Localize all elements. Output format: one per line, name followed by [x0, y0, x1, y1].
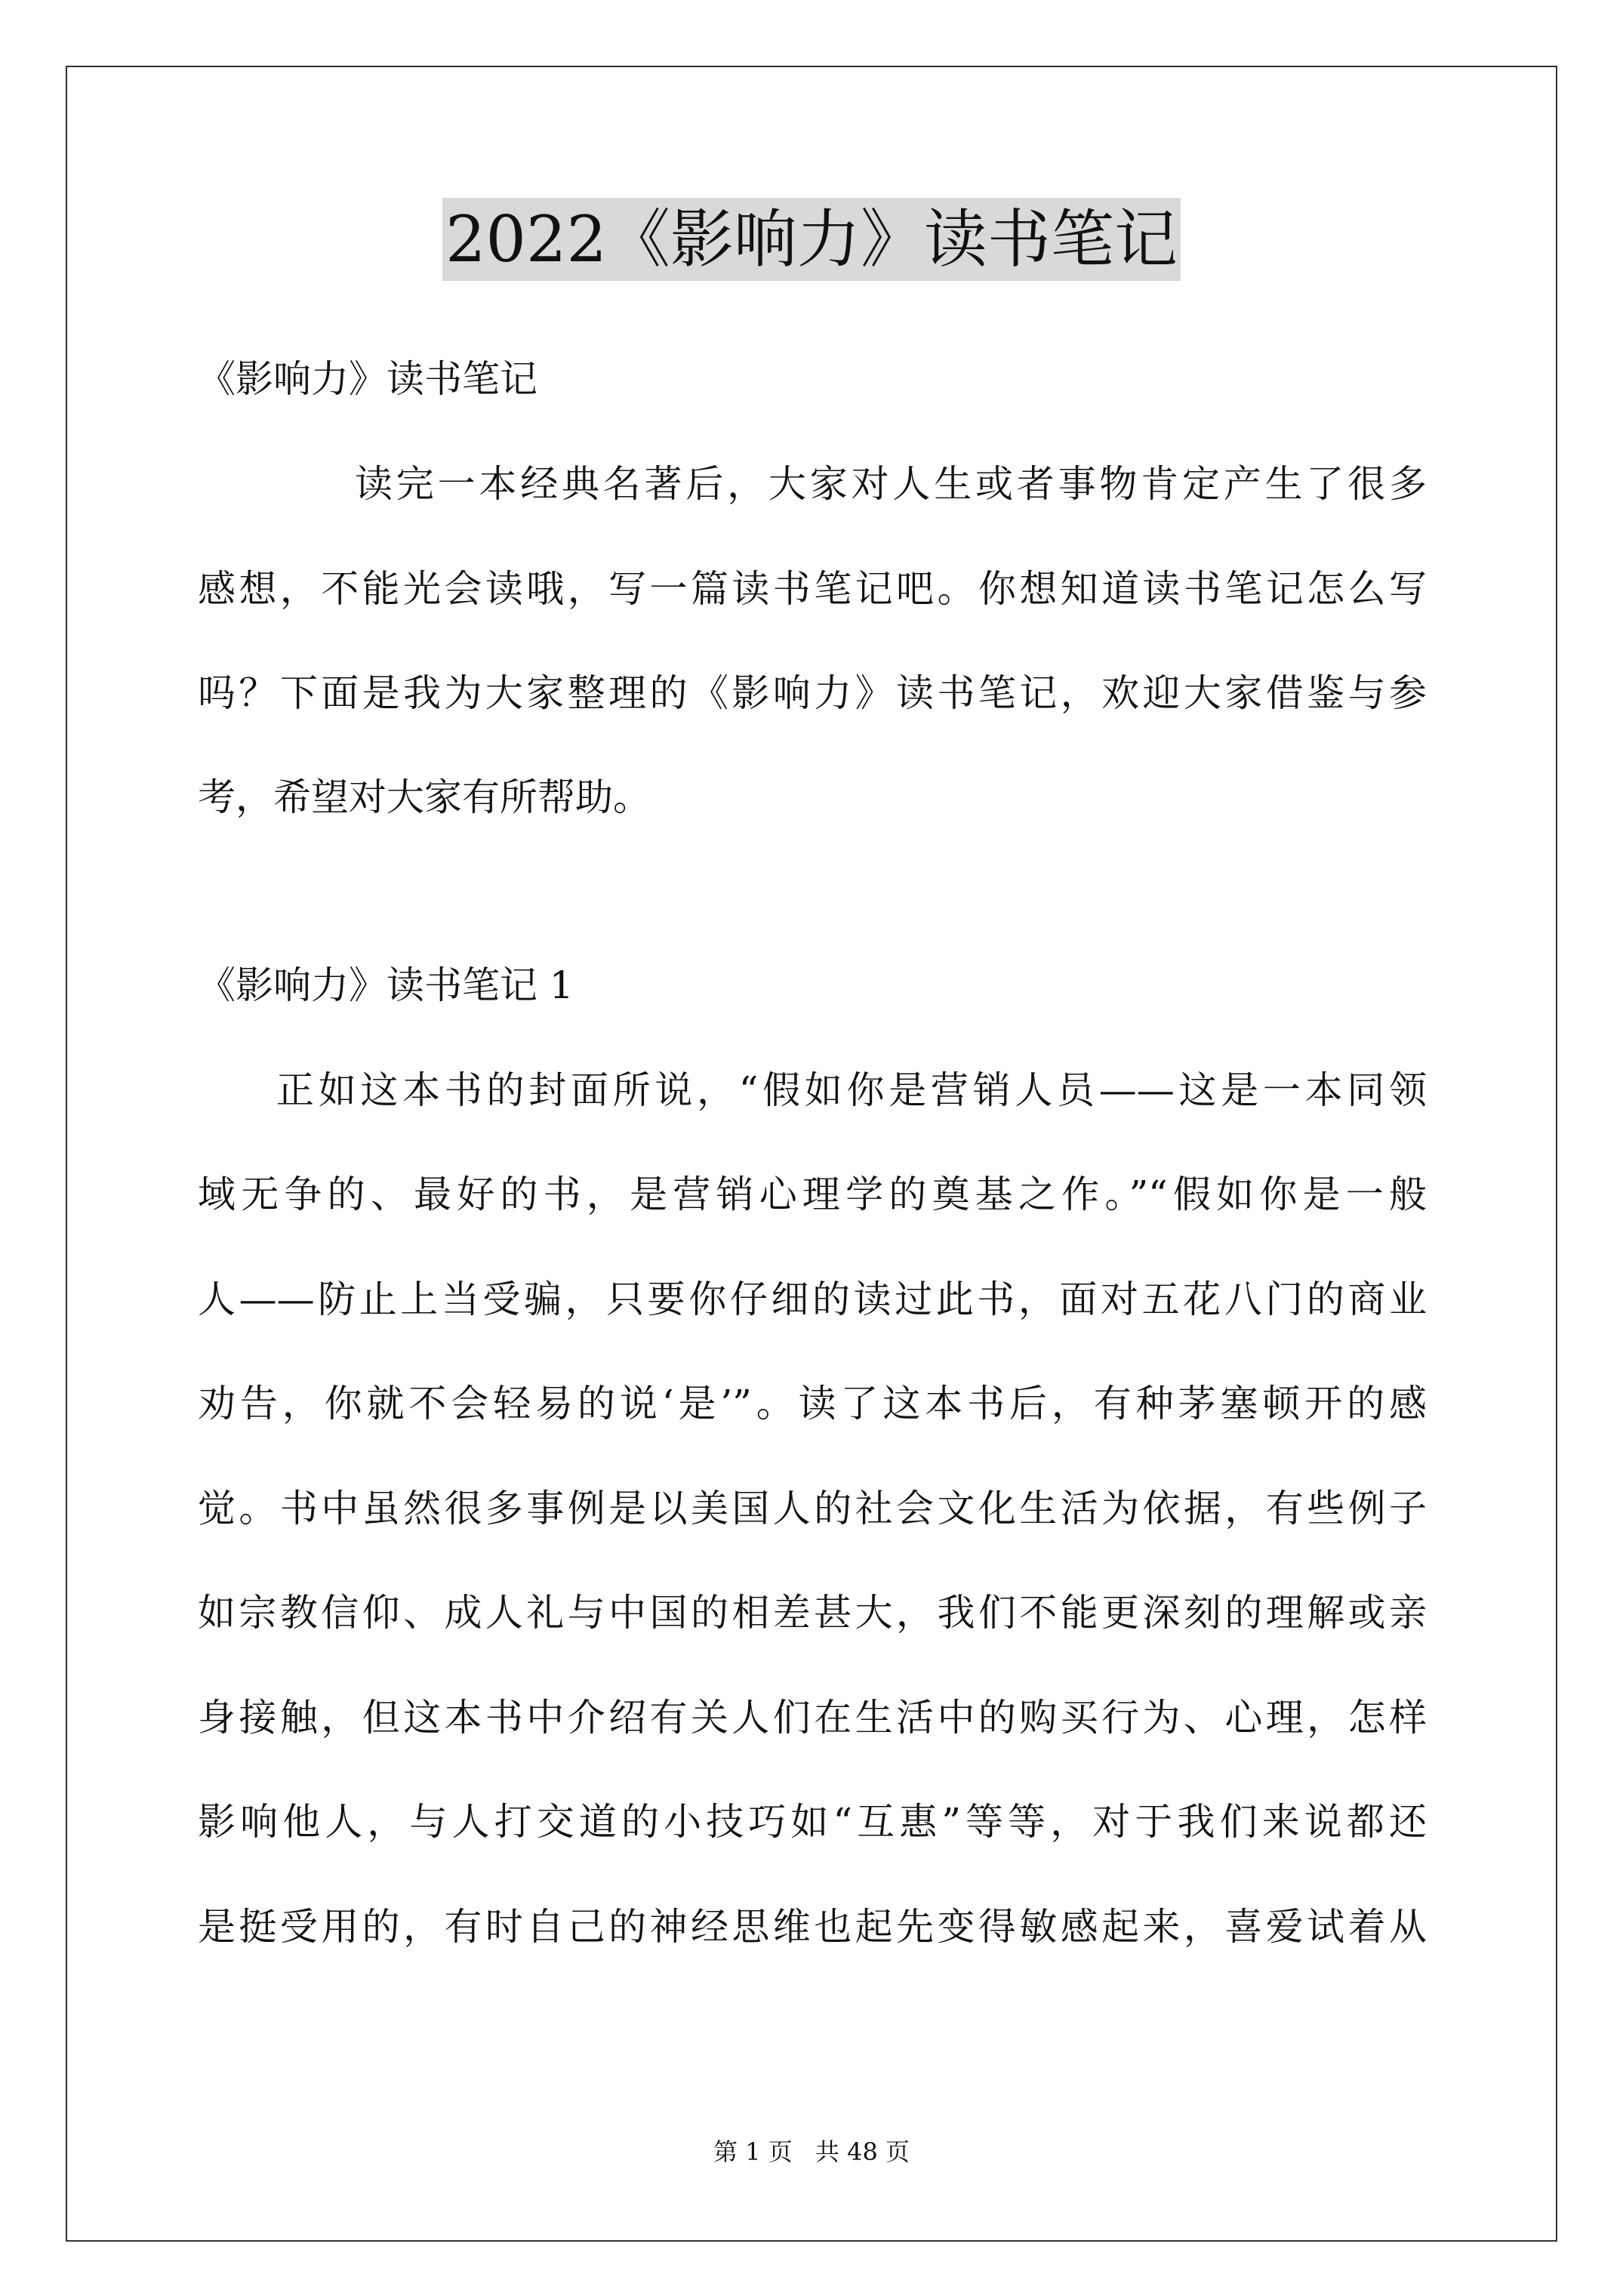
paragraph-line: 域无争的、最好的书，是营销心理学的奠基之作。”“假如你是一般 — [198, 1173, 1427, 1216]
paragraph-line: 吗？下面是我为大家整理的《影响力》读书笔记，欢迎大家借鉴与参 — [198, 671, 1427, 715]
paragraph-line: 如宗教信仰、成人礼与中国的相差甚大，我们不能更深刻的理解或亲 — [198, 1591, 1427, 1635]
paragraph-line: 身接触，但这本书中介绍有关人们在生活中的购买行为、心理，怎样 — [198, 1696, 1427, 1740]
paragraph-line: 正如这本书的封面所说，“假如你是营销人员——这是一本同领 — [276, 1068, 1427, 1112]
title-container — [0, 198, 1623, 281]
page-number: 第 1 页 — [713, 2137, 793, 2166]
paragraph-line: 觉。书中虽然很多事例是以美国人的社会文化生活为依据，有些例子 — [198, 1487, 1427, 1530]
section-heading: 《影响力》读书笔记 1 — [198, 963, 574, 1007]
paragraph-line: 劝告，你就不会轻易的说‘是’”。读了这本书后，有种茅塞顿开的感 — [198, 1382, 1427, 1425]
paragraph-line: 影响他人，与人打交道的小技巧如“互惠”等等，对于我们来说都还 — [198, 1800, 1427, 1844]
paragraph-line: 考，希望对大家有所帮助。 — [198, 775, 651, 819]
document-title: 2022《影响力》读书笔记 — [442, 198, 1181, 281]
paragraph-line: 感想，不能光会读哦，写一篇读书笔记吧。你想知道读书笔记怎么写 — [198, 567, 1427, 611]
page-footer — [0, 2137, 1623, 2167]
paragraph-line: 是挺受用的，有时自己的神经思维也起先变得敏感起来，喜爱试着从 — [198, 1905, 1427, 1949]
paragraph-line: 读完一本经典名著后，大家对人生或者事物肯定产生了很多 — [355, 462, 1427, 506]
section-heading: 《影响力》读书笔记 — [198, 357, 537, 401]
paragraph-line: 人——防止上当受骗，只要你仔细的读过此书，面对五花八门的商业 — [198, 1277, 1427, 1321]
page-total: 共 48 页 — [815, 2137, 910, 2166]
